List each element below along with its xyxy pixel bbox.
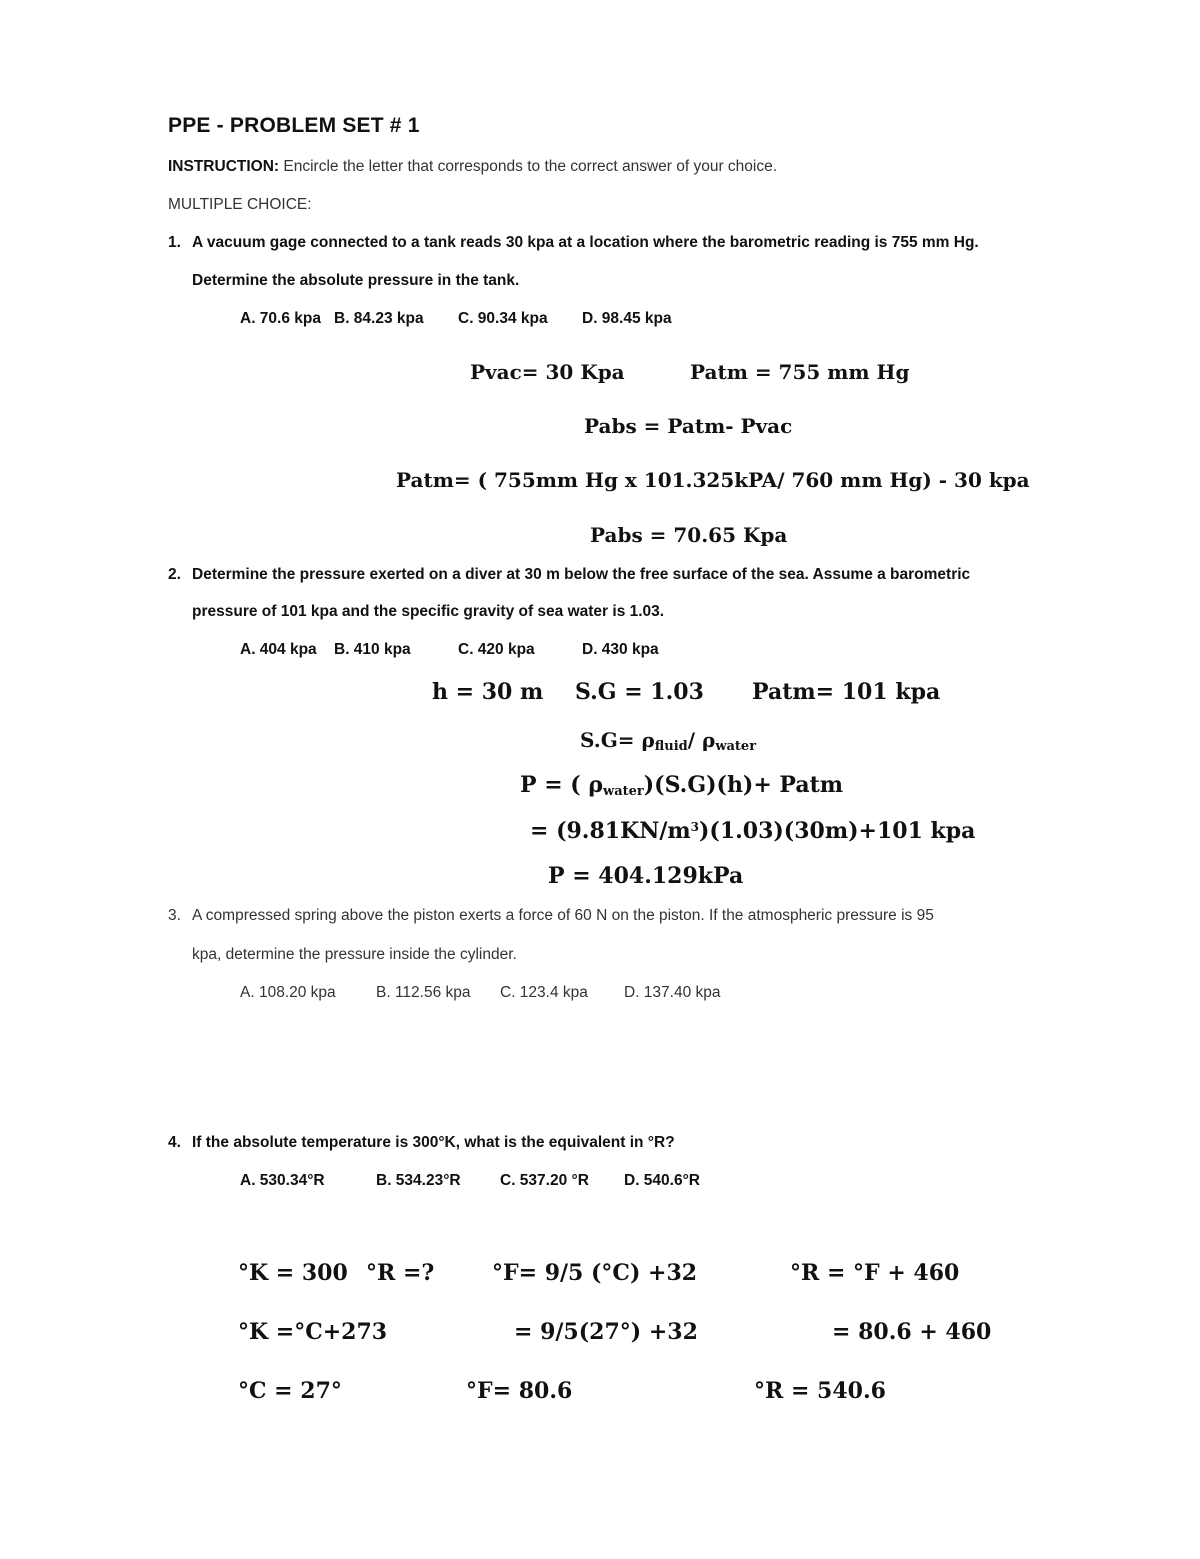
q2-given-sg: S.G = 1.03	[575, 679, 704, 705]
question-4-number: 4.	[168, 1134, 181, 1151]
page-title: PPE - PROBLEM SET # 1	[168, 114, 420, 137]
question-4-text-1: If the absolute temperature is 300°K, what is the equivalent in °R?	[192, 1134, 675, 1151]
q2-p-prefix: P = ( ρ	[520, 772, 603, 798]
question-3-text-1: A compressed spring above the piston exerts a force of 60 N on the piston. If the atmospheric pressure is 95	[192, 907, 934, 924]
q4-r3c3: °F= 80.6	[466, 1378, 573, 1404]
q2-sg-prefix: S.G= ρ	[580, 728, 655, 752]
option-b[interactable]: B. 410 kpa	[334, 641, 411, 658]
instruction	[168, 158, 777, 176]
q4-r3c1: °C = 27°	[238, 1378, 342, 1404]
q4-r2c1: °K =°C+273	[238, 1319, 388, 1345]
q2-sg-sub-fluid: fluid	[654, 739, 688, 754]
option-d[interactable]: D. 98.45 kpa	[582, 310, 672, 327]
q4-r1c3: °F= 9/5 (°C) +32	[492, 1260, 698, 1286]
q2-given-h: h = 30 m	[432, 679, 544, 705]
section-label: MULTIPLE CHOICE:	[168, 196, 312, 213]
q4-r2c3: = 9/5(27°) +32	[514, 1319, 698, 1345]
q2-p-formula	[520, 772, 843, 799]
q2-sg-sub-water: water	[715, 739, 757, 754]
question-1-options	[240, 310, 740, 330]
option-a[interactable]: A. 404 kpa	[240, 641, 317, 658]
q4-r2c4: = 80.6 + 460	[832, 1319, 992, 1345]
q2-result: P = 404.129kPa	[548, 863, 744, 889]
q4-r1c4: °R = °F + 460	[790, 1260, 960, 1286]
q2-subst-suffix: )(1.03)(30m)+101 kpa	[699, 818, 976, 844]
question-2-line-2: pressure of 101 kpa and the specific gravity of sea water is 1.03.	[192, 603, 665, 620]
q2-subst-sup: 3	[690, 820, 699, 834]
option-c[interactable]: C. 90.34 kpa	[458, 310, 548, 327]
option-c[interactable]: C. 123.4 kpa	[500, 984, 588, 1001]
question-3-line-2: kpa, determine the pressure inside the cylinder.	[192, 946, 517, 963]
q1-given-pvac: Pvac= 30 Kpa	[470, 360, 625, 384]
q2-p-sub-water: water	[603, 784, 644, 799]
question-3-options	[240, 984, 760, 1004]
question-1-line-2: Determine the absolute pressure in the tank.	[192, 272, 520, 289]
question-1-text-1: A vacuum gage connected to a tank reads 30 kpa at a location where the barometric reading is 755 mm Hg.	[192, 234, 979, 251]
question-4-line-1	[168, 1134, 675, 1152]
instruction-label: INSTRUCTION:	[168, 158, 280, 175]
q4-r1c2: °R =?	[366, 1260, 435, 1286]
q2-subst-prefix: = (9.81KN/m	[530, 818, 691, 844]
q2-sg-mid: / ρ	[687, 728, 716, 752]
instruction-text: Encircle the letter that corresponds to the correct answer of your choice.	[283, 158, 778, 175]
q4-r1c1: °K = 300	[238, 1260, 348, 1286]
q4-r3c4: °R = 540.6	[754, 1378, 886, 1404]
q1-given-patm: Patm = 755 mm Hg	[690, 360, 910, 384]
q1-eq-pabs: Pabs = Patm- Pvac	[584, 414, 793, 438]
question-1-line-1	[168, 234, 979, 252]
question-1-number: 1.	[168, 234, 181, 251]
question-3-number: 3.	[168, 907, 181, 924]
option-a[interactable]: A. 70.6 kpa	[240, 310, 321, 327]
question-2-number: 2.	[168, 566, 181, 583]
q2-sg-formula	[580, 728, 756, 754]
question-3-line-1	[168, 907, 934, 925]
question-2-text-1: Determine the pressure exerted on a diver at 30 m below the free surface of the sea. Assume a barometric	[192, 566, 971, 583]
option-d[interactable]: D. 540.6°R	[624, 1172, 700, 1189]
option-b[interactable]: B. 84.23 kpa	[334, 310, 424, 327]
option-b[interactable]: B. 112.56 kpa	[376, 984, 471, 1001]
q2-substitution	[530, 818, 975, 844]
q1-eq-patm: Patm= ( 755mm Hg x 101.325kPA/ 760 mm Hg) - 30 kpa	[396, 468, 1030, 492]
q1-result: Pabs = 70.65 Kpa	[590, 523, 788, 547]
option-a[interactable]: A. 108.20 kpa	[240, 984, 336, 1001]
q2-given-patm: Patm= 101 kpa	[752, 679, 941, 705]
question-2-line-1	[168, 566, 970, 584]
question-4-options	[240, 1172, 740, 1192]
option-d[interactable]: D. 430 kpa	[582, 641, 659, 658]
question-2-options	[240, 641, 740, 661]
option-b[interactable]: B. 534.23°R	[376, 1172, 461, 1189]
option-c[interactable]: C. 537.20 °R	[500, 1172, 589, 1189]
q2-p-suffix: )(S.G)(h)+ Patm	[643, 772, 844, 798]
option-c[interactable]: C. 420 kpa	[458, 641, 535, 658]
option-a[interactable]: A. 530.34°R	[240, 1172, 325, 1189]
option-d[interactable]: D. 137.40 kpa	[624, 984, 721, 1001]
